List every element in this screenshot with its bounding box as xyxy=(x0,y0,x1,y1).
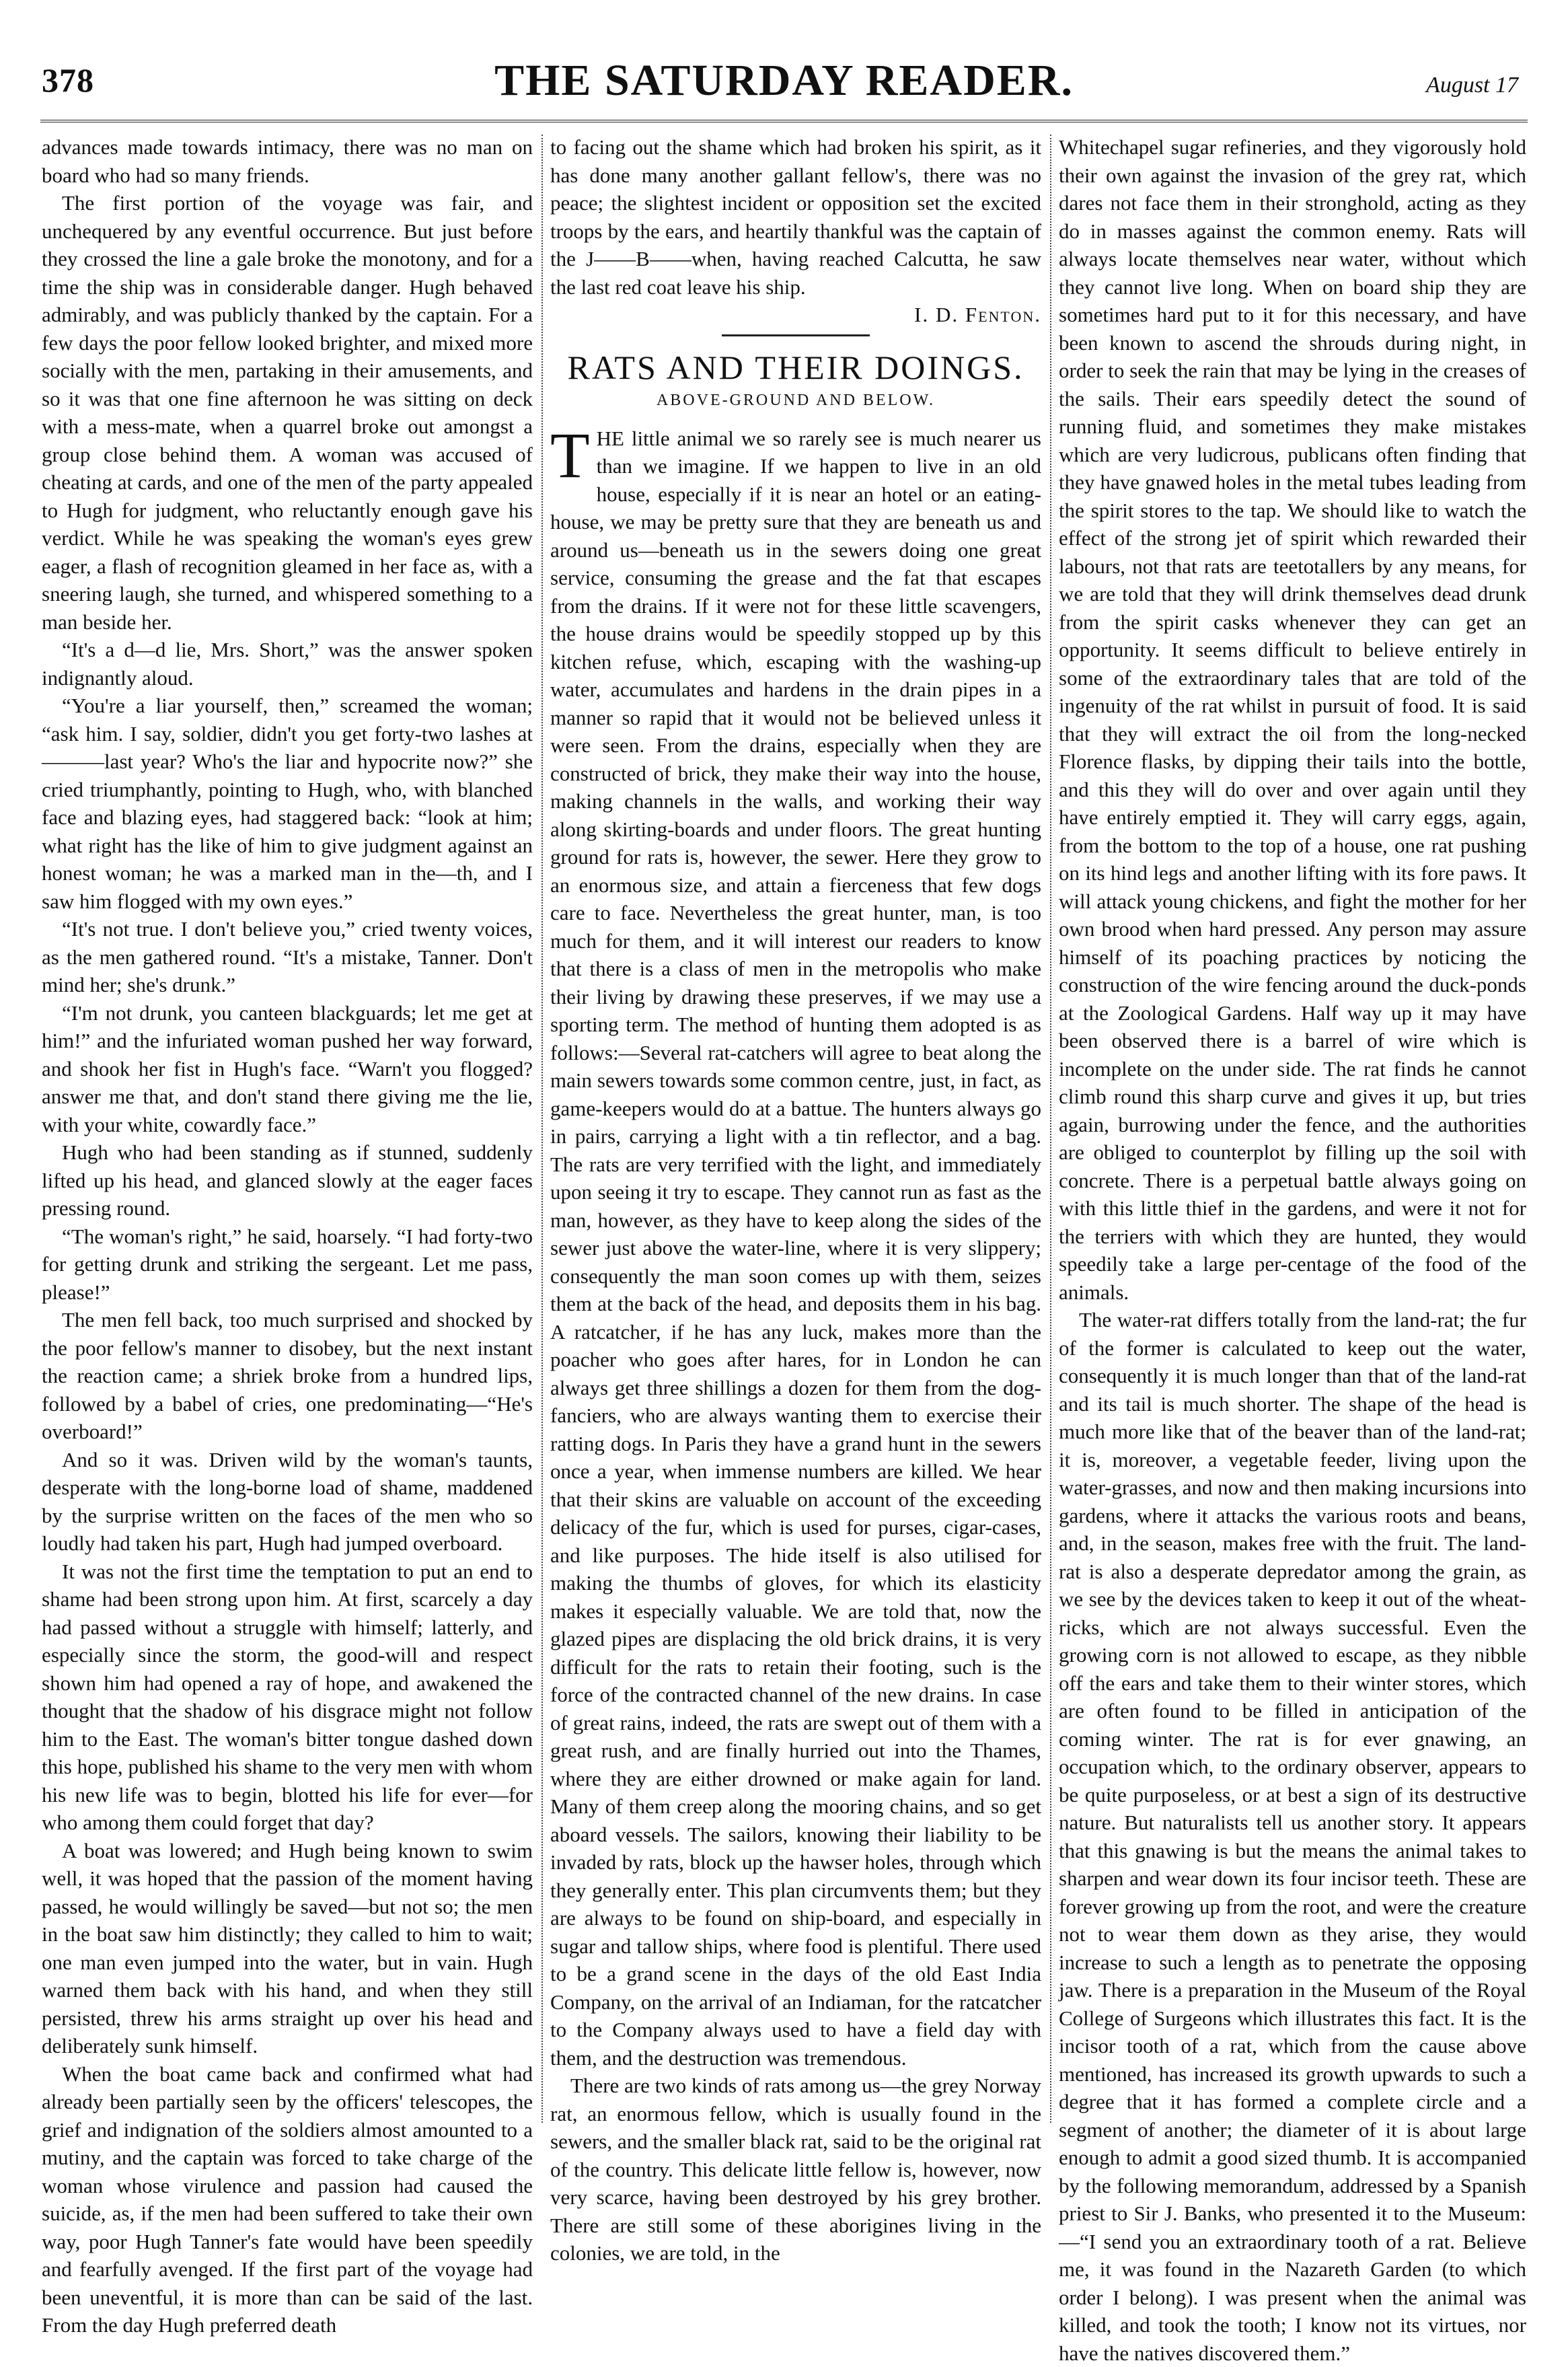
paragraph-text: little animal we so rarely see is much nearer us than we imagine. If we happen to live in an old house, especially if it is near an hotel or an eating-house, we may be pretty sure that they are beneath us and around us—beneath us in the sewers doing one great service, consuming the grease and the fat that escapes from the drains. If it were not for these little scavengers, the house drains would be speedily stopped up by this kitchen refuse, which, escaping with the washing-up water, accumulates and hardens in the drain pipes in a manner so rapid that it would not be believed unless it were seen. From the drains, especially when they are constructed of brick, they make their way into the house, making channels in the walls, and working their way along skirting-boards and under floors. The great hunting ground for rats is, however, the sewer. Here they grow to an enormous size, and attain a fierceness that few dogs care to face. Nevertheless the great hunter, man, is too much for them, and it will interest our readers to know that there is a class of men in the metropolis who make their living by drawing these preserves, if we may use a sporting term. The method of hunting them adopted is as follows:—Several rat-catchers will agree to beat along the main sewers towards some common centre, just, in fact, as game-keepers would do at a battue. The hunters always go in pairs, carrying a light with a tin reflector, and a bag. The rats are very terrified with the light, and immediately upon seeing it try to escape. They cannot run as fast as the man, however, as they have to keep along the sides of the sewer just above the water-line, where it is very slippery; consequently the man soon comes up with them, seizes them at the back of the head, and deposits them in his bag. A ratcatcher, if he has any luck, makes more than the poacher who goes after hares, for in London he can always get three shillings a dozen for them from the dog-fanciers, who are always wanting them to exercise their ratting dogs. In Paris they have a grand hunt in the sewers once a year, when immense numbers are killed. We hear that their skins are valuable on account of the exceeding delicacy of the fur, which is used for purses, cigar-cases, and like purposes. The hide itself is also utilised for making the thumbs of gloves, for which its elasticity makes it especially valuable. We are told that, now the glazed pipes are displacing the old brick drains, it is very difficult for the rats to retain their footing, such is the force of the contracted channel of the new drains. In case of great rains, indeed, the rats are swept out of them with a great rush, and are finally hurried out into the Thames, where they are either drowned or make again for land. Many of them creep along the mooring chains, and so get aboard vessels. The sailors, knowing their liability to be invaded by rats, block up the hawser holes, through which they generally enter. This plan circumvents them; but they are always to be found on ship-board, and especially in sugar and tallow ships, where food is plentiful. There used to be a grand scene in the days of the old East India Company, on the arrival of an Indiaman, for the ratcatcher to the Company always used to have a field day with them, and the destruction was tremendous. xyxy=(550,426,1041,2070)
paragraph: “I'm not drunk, you canteen blackguards; let me get at him!” and the infuriated woman pushed her way forward, and shook her fist in Hugh's face. “Warn't you flogged? answer me that, and don't stand there giving me the lie, with your white, cowardly face.” xyxy=(42,1000,533,1136)
paragraph: “It's a d—d lie, Mrs. Short,” was the answer spoken indignantly aloud. xyxy=(42,638,533,690)
paragraph: A boat was lowered; and Hugh being known to swim well, it was hoped that the passion of the moment having passed, he would willingly be saved—but not so; the men in the boat saw him distinctly; they called to him to wait; one man even jumped into the water, but in vain. Hugh warned them back with his hand, and when they still persisted, threw his arms straight up over his head and deliberately sunk himself. xyxy=(42,1838,533,2058)
drop-cap: T xyxy=(550,418,590,491)
column-two xyxy=(550,133,1041,2265)
paragraph: “You're a liar yourself, then,” screamed the woman; “ask him. I say, soldier, didn't you get forty-two lashes at ———last year? Who's the liar and hypocrite now?” she cried triumphantly, pointing to Hugh, who, with blanched face and blazing eyes, had staggered back: “look at him; what right has the like of him to give judgment against an honest woman; he was a marked man in the—th, and I saw him flogged with my own eyes.” xyxy=(42,694,533,913)
paragraph: When the boat came back and confirmed what had already been partially seen by the officers' telescopes, the grief and indignation of the soldiers almost amounted to a mutiny, and the captain was forced to take charge of the woman whose virulence and passion had caused the suicide, as, if the men had been suffered to take their own way, poor Hugh Tanner's fate would have been speedily and fearfully avenged. If the first part of the voyage had been uneventful, it is more than can be said of the last. From the day Hugh preferred death xyxy=(42,2062,533,2337)
paragraph: Hugh who had been standing as if stunned, suddenly lifted up his head, and glanced slowly at the eager faces pressing round. xyxy=(42,1140,533,1220)
paragraph: The water-rat differs totally from the land-rat; the fur of the former is calculated to keep out the water, consequently it is much longer than that of the land-rat and its tail is much shorter. The shape of the head is much more like that of the beaver than of the land-rat; it is, moreover, a vegetable feeder, living upon the water-grasses, and now and then making incursions into gardens, where it attacks the various roots and beans, and, in the season, makes free with the fruit. The land-rat is also a desperate depredator among the grain, as we see by the devices taken to keep it out of the wheat-ricks, which are not always successful. Even the growing corn is not allowed to escape, as they nibble off the ears and take them to their winter stores, which are often found to be filled in anticipation of the coming winter. The rat is for ever gnawing, an occupation which, to the ordinary observer, appears to be quite purposeless, or at best a sign of its destructive nature. But naturalists tell us another story. It appears that this gnawing is but the means the animal takes to sharpen and wear down its four incisor teeth. These are forever growing up from the root, and were the creature not to wear them down as they arise, they would increase to such a length as to penetrate the opposing jaw. There is a preparation in the Museum of the Royal College of Surgeons which illustrates this fact. It is the incisor tooth of a rat, which from the cause above mentioned, has increased its growth upwards to such a degree that it has formed a complete circle and a segment of another; the diameter of it is about large enough to admit a good sized thumb. It is accompanied by the following memorandum, addressed by a Spanish priest to Sir J. Banks, who presented it to the Museum:—“I send you an extraordinary tooth of a rat. Believe me, it was found in the Nazareth Garden (to which order I belong). I was present when the animal was killed, and took the tooth; I know not its virtues, nor have the natives discovered them.” xyxy=(1059,1308,1527,2365)
paragraph: advances made towards intimacy, there was no man on board who had so many friends. xyxy=(42,135,533,187)
lead-paragraph xyxy=(550,418,1041,2072)
page-header xyxy=(0,0,1568,114)
header-rule xyxy=(40,120,1528,122)
issue-date: August 17 xyxy=(1426,73,1518,98)
paragraph: And so it was. Driven wild by the woman's taunts, desperate with the long-borne load of shame, maddened by the surprise written on the faces of the men who so loudly had taken his part, Hugh had jumped overboard. xyxy=(42,1447,533,1555)
column-divider xyxy=(1050,135,1051,2123)
column-one xyxy=(42,133,533,2337)
column-three xyxy=(1059,133,1527,2365)
section-rule xyxy=(722,334,870,336)
paragraph: “It's not true. I don't believe you,” cried twenty voices, as the men gathered round. “It's a mistake, Tanner. Don't mind her; she's drunk.” xyxy=(42,917,533,996)
masthead-title: THE SATURDAY READER. xyxy=(494,56,1074,105)
lead-word: HE xyxy=(596,426,624,450)
paragraph: There are two kinds of rats among us—the grey Norway rat, an enormous fellow, which is usually found in the sewers, and the smaller black rat, said to be the original rat of the country. This delicate little fellow is, however, now very scarce, having been destroyed by his grey brother. There are still some of these aborigines living in the colonies, we are told, in the xyxy=(550,2074,1041,2265)
paragraph: The men fell back, too much surprised and shocked by the poor fellow's manner to disobey, but the next instant the reaction came; a shriek broke from a hundred lips, followed by a babel of cries, one predominating—“He's overboard!” xyxy=(42,1308,533,1443)
paragraph: to facing out the shame which had broken his spirit, as it has done many another gallant fellow's, there was no peace; the slightest incident or opposition set the excited troops by the ears, and heartily thankful was the captain of the J——B——when, having reached Calcutta, he saw the last red coat leave his ship. xyxy=(550,135,1041,299)
page-number: 378 xyxy=(42,61,94,99)
article-title: RATS AND THEIR DOINGS. xyxy=(567,348,1024,386)
column-divider xyxy=(542,135,543,2123)
author-signature: I. D. Fenton. xyxy=(914,303,1041,326)
paragraph: “The woman's right,” he said, hoarsely. “I had forty-two for getting drunk and striking the sergeant. Let me pass, please!” xyxy=(42,1224,533,1304)
paragraph: It was not the first time the temptation to put an end to shame had been strong upon him. At first, scarcely a day had passed without a struggle with himself; latterly, and especially since the storm, the good-will and respect shown him had opened a ray of hope, and awakened the thought that the shadow of his disgrace might not follow him to the East. The woman's bitter tongue dashed down this hope, published his shame to the very men with whom his new life was to begin, blotted his life for ever—for who among them could forget that day? xyxy=(42,1559,533,1834)
paragraph: Whitechapel sugar refineries, and they vigorously hold their own against the invasion of the grey rat, which dares not face them in their stronghold, acting as they do in masses against the common enemy. Rats will always locate themselves near water, without which they cannot live long. When on board ship they are sometimes hard put to it for this necessary, and have been known to ascend the shrouds during night, in order to seek the rain that may be lying in the creases of the sails. Their ears speedily detect the sound of running fluid, and sometimes they make mistakes which are very ludicrous, publicans often finding that they have gnawed holes in the metal tubes leading from the spirit stores to the tap. We should like to watch the effect of the strong jet of spirit which rewarded their labours, not that rats are teetotallers by any means, for we are told that they will drink themselves dead drunk from the spirit casks whenever they can get an opportunity. It seems difficult to believe entirely in some of the extraordinary tales that are told of the ingenuity of the rat whilst in pursuit of food. It is said that they will extract the oil from the long-necked Florence flasks, by dipping their tails into the bottle, and this they will do over and over again until they have entirely emptied it. They will carry eggs, again, from the bottom to the top of a house, one rat pushing on its hind legs and another lifting with its fore paws. It will attack young chickens, and fight the mother for her own brood when hard pressed. Any person may assure himself of its poaching practices by noticing the construction of the wire fencing around the duck-ponds at the Zoological Gardens. Half way up it may have been observed there is a barrel of wire which is incomplete on the under side. The rat finds he cannot climb round this sharp curve and gives it up, but tries again, burrowing under the fence, and the authorities are obliged to counterplot by filling up the soil with concrete. There is a perpetual battle always going on with this little thief in the gardens, and were it not for the terriers with which they are hunted, they would speedily take a large per-centage of the food of the animals. xyxy=(1059,135,1526,1304)
paragraph: The first portion of the voyage was fair, and unchequered by any eventful occurrence. But just before they crossed the line a gale broke the monotony, and for a time the ship was in considerable danger. Hugh behaved admirably, and was publicly thanked by the captain. For a few days the poor fellow looked brighter, and mixed more socially with the men, partaking in their amusements, and so it was that one fine afternoon he was sitting on deck with a mess-mate, when a quarrel broke out amongst a group close behind them. A woman was accused of cheating at cards, and one of the men of the party appealed to Hugh for judgment, who reluctantly enough gave his verdict. While he was speaking the woman's eyes grew eager, a flash of recognition gleamed in her face as, with a sneering laugh, she turned, and whispered something to a man beside her. xyxy=(42,191,533,634)
article-subtitle: ABOVE-GROUND AND BELOW. xyxy=(656,392,936,409)
